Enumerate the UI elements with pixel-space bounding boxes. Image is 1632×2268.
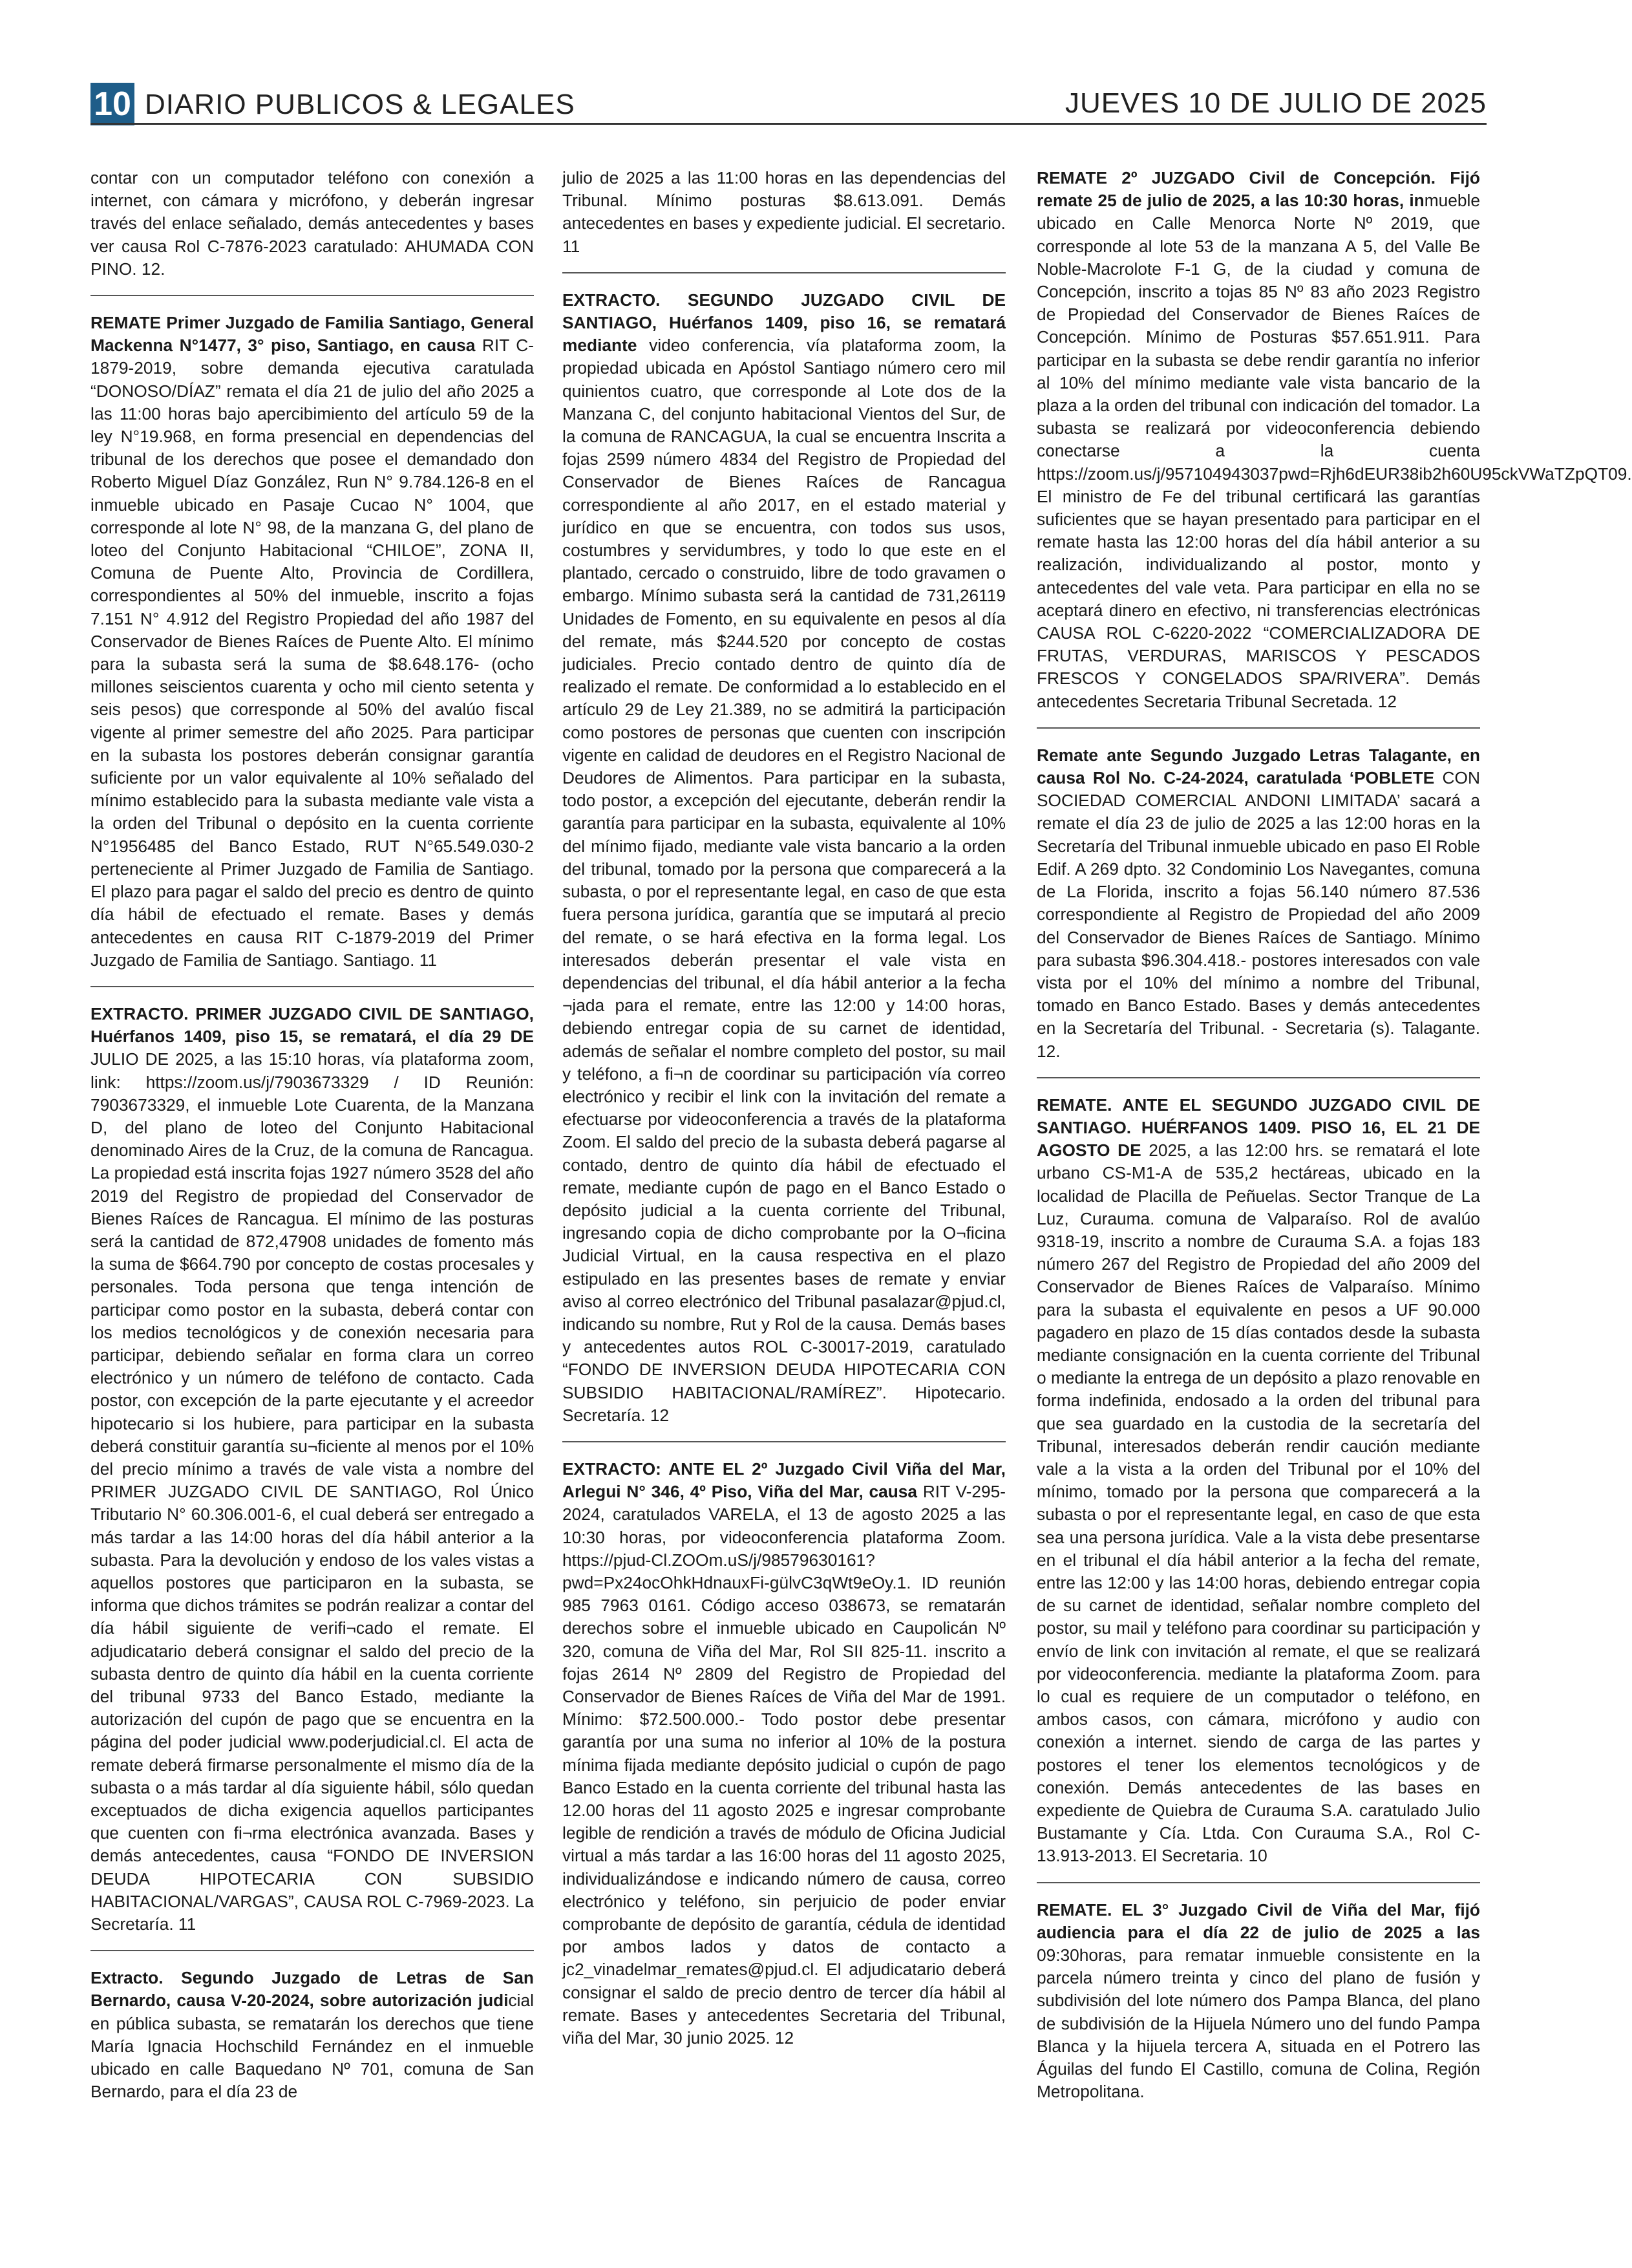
legal-notice xyxy=(90,1967,534,2103)
notice-separator xyxy=(90,986,534,987)
notice-body: video conferencia, vía plataforma zoom, la propiedad ubicada en Apóstol Santiago número cero mil quinientos cuatro, que corresponde al Lote dos de la Manzana C, del conjunto habitacional Vientos del Sur, de la comuna de RANCAGUA, la cual se encuentra Inscrita a fojas 2599 número 4834 del Registro de Propiedad del Conservador de Bienes Raíces de Rancagua correspondiente al año 2017, en el estado material y jurídico en que se encuentra, con todos sus usos, costumbres y servidumbres, y todo lo que este en el plantado, cercado o construido, libre de todo gravamen o embargo. Mínimo subasta será la cantidad de 731,26119 Unidades de Fomento, en su equivalente en pesos al día del remate, más $244.520 por concepto de costas judiciales. Precio contado dentro de quinto día de realizado el remate. De conformidad a lo establecido en el artículo 29 de Ley 21.389, no se admitirá la participación como postores de personas que cuenten con inscripción vigente en calidad de deudores en el Registro Nacional de Deudores de Alimentos. Para participar en la subasta, todo postor, a excepción del ejecutante, deberán rendir la garantía para participar en la subasta, equivalente al 10% del mínimo fijado, mediante vale vista bancario a la orden del tribunal, tomado por la persona que comparecerá a la subasta, o por el representante legal, en caso de que esta fuera persona jurídica, garantía que se imputará al precio del remate, o se hará efectiva en la forma legal. Los interesados deberán presentar el vale vista en dependencias del tribunal, el día hábil anterior a la fecha ¬jada para el remate, entre las 12:00 y 14:00 horas, debiendo entregar copia de su carnet de identidad, además de señalar el nombre completo del postor, su mail y teléfono, a fi¬n de coordinar su participación vía correo electrónico y recibir el link con la invitación del remate a efectuarse por videoconferencia a través de la plataforma Zoom. El saldo del precio de la subasta deberá pagarse al contado, dentro de quinto día hábil de efectuado el remate, mediante cupón de pago en el Banco Estado o depósito judicial a la cuenta corriente del Tribunal, ingresando copia de dicho comprobante por la O¬ficina Judicial Virtual, en la causa respectiva en el plazo estipulado en las presentes bases de remate y enviar aviso al correo electrónico del Tribunal pasalazar@pjud.cl, indicando su nombre, Rut y Rol de la causa. Demás bases y antecedentes autos ROL C-30017-2019, caratulado “FONDO DE INVERSION DEUDA HIPOTECARIA CON SUBSIDIO HABITACIONAL/RAMÍREZ”. Hipotecario. Secretaría. 12 xyxy=(562,336,1006,1425)
notice-separator xyxy=(562,1441,1006,1442)
legal-notice xyxy=(90,1003,534,1936)
notice-separator xyxy=(1037,1882,1480,1883)
notice-separator xyxy=(90,1950,534,1951)
notice-separator xyxy=(90,295,534,296)
notice-separator xyxy=(562,272,1006,273)
legal-notice xyxy=(1037,744,1480,1063)
notice-lead: EXTRACTO. PRIMER JUZGADO CIVIL DE SANTIAGO, Huérfanos 1409, piso 15, se rematará, el día 29 DE xyxy=(90,1003,534,1047)
page-number: 10 xyxy=(90,83,134,125)
notice-lead: REMATE 2º JUZGADO Civil de Concepción. Fijó remate 25 de julio de 2025, a las 10:30 horas, in xyxy=(1037,168,1480,211)
notice-body: CON SOCIEDAD COMERCIAL ANDONI LIMITADA’ sacará a remate el día 23 de julio de 2025 a las 12:00 horas en la Secretaría del Tribunal inmueble ubicado en paso El Roble Edif. A 269 dpto. 32 Condominio Los Navegantes, comuna de La Florida, inscrito a fojas 56.140 número 87.536 correspondiente al Registro de Propiedad del año 2009 del Conservador de Bienes Raíces de Santiago. Mínimo para subasta $96.304.418.- postores interesados con vale vista por el 10% del mínimo a nombre del Tribunal, tomado en Banco Estado. Bases y demás antecedentes en la Secretaría del Tribunal. - Secretaria (s). Talagante. 12. xyxy=(1037,768,1480,1061)
notice-lead: EXTRACTO. SEGUNDO JUZGADO CIVIL DE SANTIAGO, Huérfanos 1409, piso 16, se rematará mediante xyxy=(562,290,1006,356)
page-header xyxy=(90,81,1487,128)
notice-body: mueble ubicado en Calle Menorca Norte Nº 2019, que corresponde al lote 53 de la manzana A 5, del Valle Be Noble-Macrolote F-1 G, de la ciudad y comuna de Concepción, inscrito a tojas 85 Nº 83 año 2023 Registro de Propiedad del Conservador de Bienes Raíces de Concepción. Mínimo de Posturas $57.651.911. Para participar en la subasta se debe rendir garantía no inferior al 10% del mínimo mediante vale vista bancario de la plaza a la orden del tribunal con indicación del tomador. La subasta se realizará por videoconferencia debiendo conectarse a la cuenta https://zoom.us/j/957104943037pwd=Rjh6dEUR38ib2h60U95ckVWaTZpQT09. El ministro de Fe del tribunal certificará las garantías suficientes que se hayan presentado para participar en el remate hasta las 12:00 horas del día hábil anterior a su realización, individualizando al postor, monto y antecedentes del vale veta. Para participar en ella no se aceptará dinero en efectivo, ni transferencias electrónicas CAUSA ROL C-6220-2022 “COMERCIALIZADORA DE FRUTAS, VERDURAS, MARISCOS Y PESCADOS FRESCOS Y CONGELADOS SPA/RIVERA”. Demás antecedentes Secretaria Tribunal Secretada. 12 xyxy=(1037,191,1632,711)
notice-separator xyxy=(1037,1077,1480,1078)
legal-notice xyxy=(1037,1899,1480,2104)
notice-body: contar con un computador teléfono con conexión a internet, con cámara y micrófono, y deberán ingresar través del enlace señalado, demás antecedentes y bases ver causa Rol C-7876-2023 caratulado: AHUMADA CON PINO. 12. xyxy=(90,168,534,279)
notice-body: julio de 2025 a las 11:00 horas en las dependencias del Tribunal. Mínimo posturas $8.613.091. Demás antecedentes en bases y expediente judicial. El secretario. 11 xyxy=(562,168,1006,256)
legal-notice xyxy=(562,167,1006,258)
legal-notice xyxy=(90,167,534,281)
publication-title: DIARIO PUBLICOS & LEGALES xyxy=(145,89,575,120)
notice-separator xyxy=(1037,727,1480,729)
notice-lead: EXTRACTO: ANTE EL 2º Juzgado Civil Viña del Mar, Arlegui N° 346, 4º Piso, Viña del Mar, causa xyxy=(562,1459,1006,1502)
header-rule xyxy=(90,123,1487,125)
notice-body: cial en pública subasta, se rematarán los derechos que tiene María Ignacia Hochschild Fernández en el inmueble ubicado en calle Baquedano Nº 701, comuna de San Bernardo, para el día 23 de xyxy=(90,1991,534,2102)
notice-lead: Remate ante Segundo Juzgado Letras Talagante, en causa Rol No. C-24-2024, caratulada ‘POBLETE xyxy=(1037,745,1480,788)
notice-body: RIT V-295-2024, caratulados VARELA, el 13 de agosto 2025 a las 10:30 horas, por videoconferencia plataforma Zoom. https://pjud-Cl.ZOOm.uS/j/98579630161?pwd=Px24ocOhkHdnauxFi-gülvC3qWt9eOy.1. ID reunión 985 7963 0161. Código acceso 038673, se rematarán derechos sobre el inmueble ubicado en Caupolicán Nº 320, comuna de Viña del Mar, Rol SII 825-11. inscrito a fojas 2614 Nº 2809 del Registro de Propiedad del Conservador de Bienes Raíces de Viña del Mar de 1991. Mínimo: $72.500.000.- Todo postor debe presentar garantía por una suma no inferior al 10% de la postura mínima fijada mediante depósito judicial o cupón de pago Banco Estado en la cuenta corriente del tribunal hasta las 12.00 horas del 11 agosto 2025 e ingresar comprobante legible de rendición a través de módulo de Oficina Judicial virtual a más tardar a las 16:00 horas del 11 agosto 2025, individualizándose e indicando número de causa, correo electrónico y teléfono, sin perjuicio de poder enviar comprobante de depósito de garantía, cédula de identidad por ambos lados y datos de contacto a jc2_vinadelmar_remates@pjud.cl. El adjudicatario deberá consignar el saldo de precio dentro de tercer día hábil al remate. Bases y antecedentes Secretaria del Tribunal, viña del Mar, 30 junio 2025. 12 xyxy=(562,1482,1006,2048)
legal-notice xyxy=(1037,1094,1480,1868)
notice-lead: Extracto. Segundo Juzgado de Letras de San Bernardo, causa V-20-2024, sobre autorización judi xyxy=(90,1968,534,2011)
legal-notice xyxy=(562,289,1006,1427)
notice-lead: REMATE Primer Juzgado de Familia Santiago, General Mackenna N°1477, 3° piso, Santiago, en causa xyxy=(90,313,534,356)
legal-notice xyxy=(562,1458,1006,2049)
column-3 xyxy=(1037,167,1632,2223)
legal-notice xyxy=(1037,167,1632,713)
publication-date: JUEVES 10 DE JULIO DE 2025 xyxy=(1065,87,1487,119)
notice-body: RIT C-1879-2019, sobre demanda ejecutiva caratulada “DONOSO/DÍAZ” remata el día 21 de julio del año 2025 a las 11:00 horas bajo apercibimiento del artículo 59 de la ley N°19.968, en forma presencial en dependencias del tribunal de los derechos que posee el demandado don Roberto Miguel Díaz González, Run N° 9.784.126-8 en el inmueble ubicado en Pasaje Cucao N° 1004, que corresponde al lote N° 98, de la manzana G, del plano de loteo del Conjunto Habitacional “CHILOE”, ZONA II, Comuna de Puente Alto, Provincia de Cordillera, correspondientes al 50% del inmueble, inscrito a fojas 7.151 N° 4.912 del Registro Propiedad del año 1987 del Conservador de Bienes Raíces de Puente Alto. El mínimo para la subasta será la suma de $8.648.176- (ocho millones seiscientos cuarenta y ocho mil ciento setenta y seis pesos) que corresponde al 50% del avalúo fiscal vigente al primer semestre del año 2025. Para participar en la subasta los postores deberán consignar garantía suficiente por un valor equivalente al 10% señalado del mínimo establecido para la subasta mediante vale vista a la orden del Tribunal o depósito en la cuenta corriente N°1956485 del Banco Estado, RUT N°65.549.030-2 perteneciente al Primer Juzgado de Familia de Santiago. El plazo para pagar el saldo del precio es dentro de quinto día hábil de efectuado el remate. Bases y demás antecedentes en causa RIT C-1879-2019 del Primer Juzgado de Familia de Santiago. Santiago. 11 xyxy=(90,336,534,970)
column-2 xyxy=(562,167,1006,2223)
notice-body: 09:30horas, para rematar inmueble consistente en la parcela número treinta y cinco del plano de fusión y subdivisión del lote número dos Pampa Blanca, del plano de subdivisión de la Hijuela Número uno del fundo Pampa Blanca y la hijuela tercera A, situada en el Potrero las Águilas del fundo El Castillo, comuna de Colina, Región Metropolitana. xyxy=(1037,1945,1480,2102)
column-1 xyxy=(90,167,534,2223)
notice-lead: REMATE. EL 3° Juzgado Civil de Viña del Mar, fijó audiencia para el día 22 de julio de 2025 a las xyxy=(1037,1899,1480,1942)
notice-body: 2025, a las 12:00 hrs. se rematará el lote urbano CS-M1-A de 535,2 hectáreas, ubicado en la localidad de Placilla de Peñuelas. Sector Tranque de La Luz, Curauma. comuna de Valparaíso. Rol de avalúo 9318-19, inscrito a nombre de Curauma S.A. a fojas 183 número 267 del Registro de Propiedad del año 2009 del Conservador de Bienes Raíces de Valparaíso. Mínimo para la subasta el equivalente en pesos a UF 90.000 pagadero en plazo de 15 días contados desde la subasta mediante consignación en la cuenta corriente del Tribunal o mediante la entrega de un depósito a plazo renovable en forma indefinida, endosado a la orden del tribunal para que sea guardado en la custodia de la secretaría del Tribunal, interesados deberán rendir caución mediante vale a la vista a la orden del Tribunal por el 10% del mínimo, tomado por la persona que comparecerá a la subasta o por el representante legal, en caso de que esta sea una persona jurídica. Vale a la vista debe presentarse en el tribunal el día hábil anterior a la fecha del remate, entre las 12:00 y las 14:00 horas, debiendo entregar copia de su carnet de identidad, señalar nombre completo del postor, su mail y teléfono para coordinar su participación y envío de link con invitación al remate, el que se realizará por videoconferencia. mediante la plataforma Zoom. para lo cual es requiere de un computador o teléfono, en ambos casos, con cámara, micrófono y audio con conexión a internet. siendo de carga de las partes y postores el tener los elementos tecnológicos y de conexión. Demás antecedentes de las bases en expediente de Quiebra de Curauma S.A. caratulado Julio Bustamante y Cía. Ltda. Con Curauma S.A., Rol C-13.913-2013. El Secretaria. 10 xyxy=(1037,1140,1480,1866)
notice-body: JULIO DE 2025, a las 15:10 horas, vía plataforma zoom, link: https://zoom.us/j/7903673329 / ID Reunión: 7903673329, el inmueble Lote Cuarenta, de la Manzana D, del plano de loteo del Conjunto Habitacional denominado Aires de la Cruz, de la comuna de Rancagua. La propiedad está inscrita fojas 1927 número 3528 del año 2019 del Registro de propiedad del Conservador de Bienes Raíces de Rancagua. El mínimo de las posturas será la cantidad de 872,47908 unidades de fomento más la suma de $664.790 por concepto de costas procesales y personales. Toda persona que tenga intención de participar como postor en la subasta, deberá contar con los medios tecnológicos y de conexión necesaria para participar, debiendo señalar en forma clara un correo electrónico y un número de teléfono de contacto. Cada postor, con excepción de la parte ejecutante y el acreedor hipotecario si los hubiere, para participar en la subasta deberá constituir garantía su¬ficiente al menos por el 10% del precio mínimo a través de vale vista a nombre del PRIMER JUZGADO CIVIL DE SANTIAGO, Rol Único Tributario N° 60.306.001-6, el cual deberá ser entregado a más tardar a las 14:00 horas del día hábil anterior a la subasta. Para la devolución y endoso de los vales vistas a aquellos postores que participaron en la subasta, se informa que dichos trámites se podrán realizar a contar del día hábil siguiente de verifi¬cado el remate. El adjudicatario deberá consignar el saldo del precio de la subasta dentro de quinto día hábil en la cuenta corriente del tribunal 9733 del Banco Estado, mediante la autorización del cupón de pago que se encuentra en la página del poder judicial www.poderjudicial.cl. El acta de remate deberá firmarse personalmente el mismo día de la subasta o a más tardar al día siguiente hábil, sólo quedan exceptuados de dicha exigencia aquellos participantes que cuenten con fi¬rma electrónica avanzada. Bases y demás antecedentes, causa “FONDO DE INVERSION DEUDA HIPOTECARIA CON SUBSIDIO HABITACIONAL/VARGAS”, CAUSA ROL C-7969-2023. La Secretaría. 11 xyxy=(90,1049,534,1934)
notice-lead: REMATE. ANTE EL SEGUNDO JUZGADO CIVIL DE SANTIAGO. HUÉRFANOS 1409. PISO 16, EL 21 DE AGOSTO DE xyxy=(1037,1095,1480,1161)
legal-notice xyxy=(90,312,534,972)
